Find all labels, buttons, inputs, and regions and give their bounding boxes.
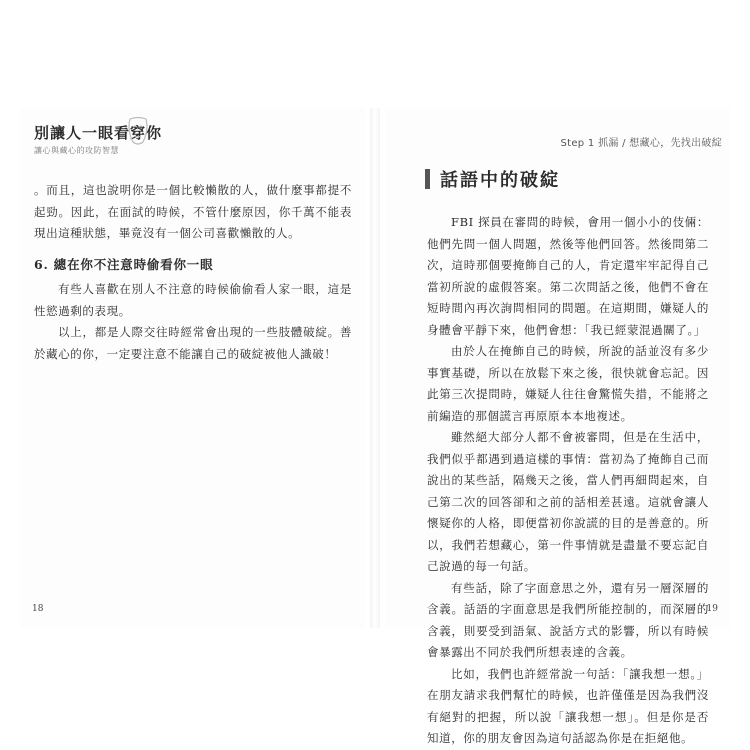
right-page	[385, 108, 730, 745]
paragraph: FBI 探員在審問的時候，會用一個小小的伎倆：他們先問一個人問題，然後等他們回答。然後問第二次，這時那個要掩飾自己的人，肯定還牢牢記得自己當初所說的虛假答案。第二次問話之後，他們不會在短時間內再次詢問相同的問題。在這期間，嫌疑人的身體會平靜下來，他們會想：「我已經蒙混過關了。」	[427, 215, 709, 337]
left-page	[20, 108, 365, 628]
running-header-right: Step 1 抓漏 / 想藏心，先找出破綻	[560, 138, 722, 149]
book-title: 別讓人一眼看穿你	[34, 124, 163, 142]
paragraph: 有些人喜歡在別人不注意的時候偷偷看人家一眼，這是性慾過剩的表現。	[34, 282, 352, 318]
paragraph: 有些話，除了字面意思之外，還有另一層深層的含義。話語的字面意思是我們所能控制的，而深層的含義，則要受到語氣、說話方式的影響，所以有時候會暴露出不同於我們所想表達的含義。	[427, 580, 709, 659]
subheading: 6. 總在你不注意時偷看你一眼	[34, 256, 214, 272]
gutter	[370, 108, 380, 628]
page-number: 19	[706, 604, 718, 614]
section-title	[425, 166, 560, 192]
paragraph: 比如，我們也許經常說一句話：「讓我想一想。」在朋友請求我們幫忙的時候，也許僅僅是因為我們沒有絕對的把握，所以說「讓我想一想」。但是你是否知道，你的朋友會因為這句話認為你是在拒絕他。	[427, 666, 709, 745]
paragraph: 。而且，這也說明你是一個比較懶散的人，做什麼事都提不起勁。因此，在面試的時候，不管什麼原因，你千萬不能表現出這種狀態，畢竟沒有一個公司喜歡懶散的人。	[34, 183, 352, 240]
title-bar	[425, 169, 430, 189]
page-number: 18	[32, 604, 44, 614]
mask-icon	[124, 116, 152, 146]
book-subtitle: 讓心與藏心的攻防智慧	[34, 146, 119, 155]
paragraph: 由於人在掩飾自己的時候，所說的話並沒有多少事實基礎，所以在放鬆下來之後，很快就會忘記。因此第三次提問時，嫌疑人往往會驚慌失措，不能將之前編造的那個謊言再原原本本地複述。	[427, 344, 709, 423]
right-body-text	[427, 212, 709, 750]
section-title-text: 話語中的破綻	[440, 170, 560, 191]
paragraph: 雖然絕大部分人都不會被審問，但是在生活中，我們似乎都遇到過這樣的事情：當初為了掩飾自己而說出的某些話，隔幾天之後，當人們再細問起來，自己第二次的回答卻和之前的話相差甚遠。這就會讓人懷疑你的人格，即便當初你說謊的目的是善意的。所以，我們若想藏心，第一件事情就是盡量不要忘記自己說過的每一句話。	[427, 430, 709, 573]
paragraph: 以上，都是人際交往時經常會出現的一些肢體破綻。善於藏心的你，一定要注意不能讓自己的破綻被他人識破！	[34, 325, 352, 361]
left-body-text	[34, 180, 352, 365]
